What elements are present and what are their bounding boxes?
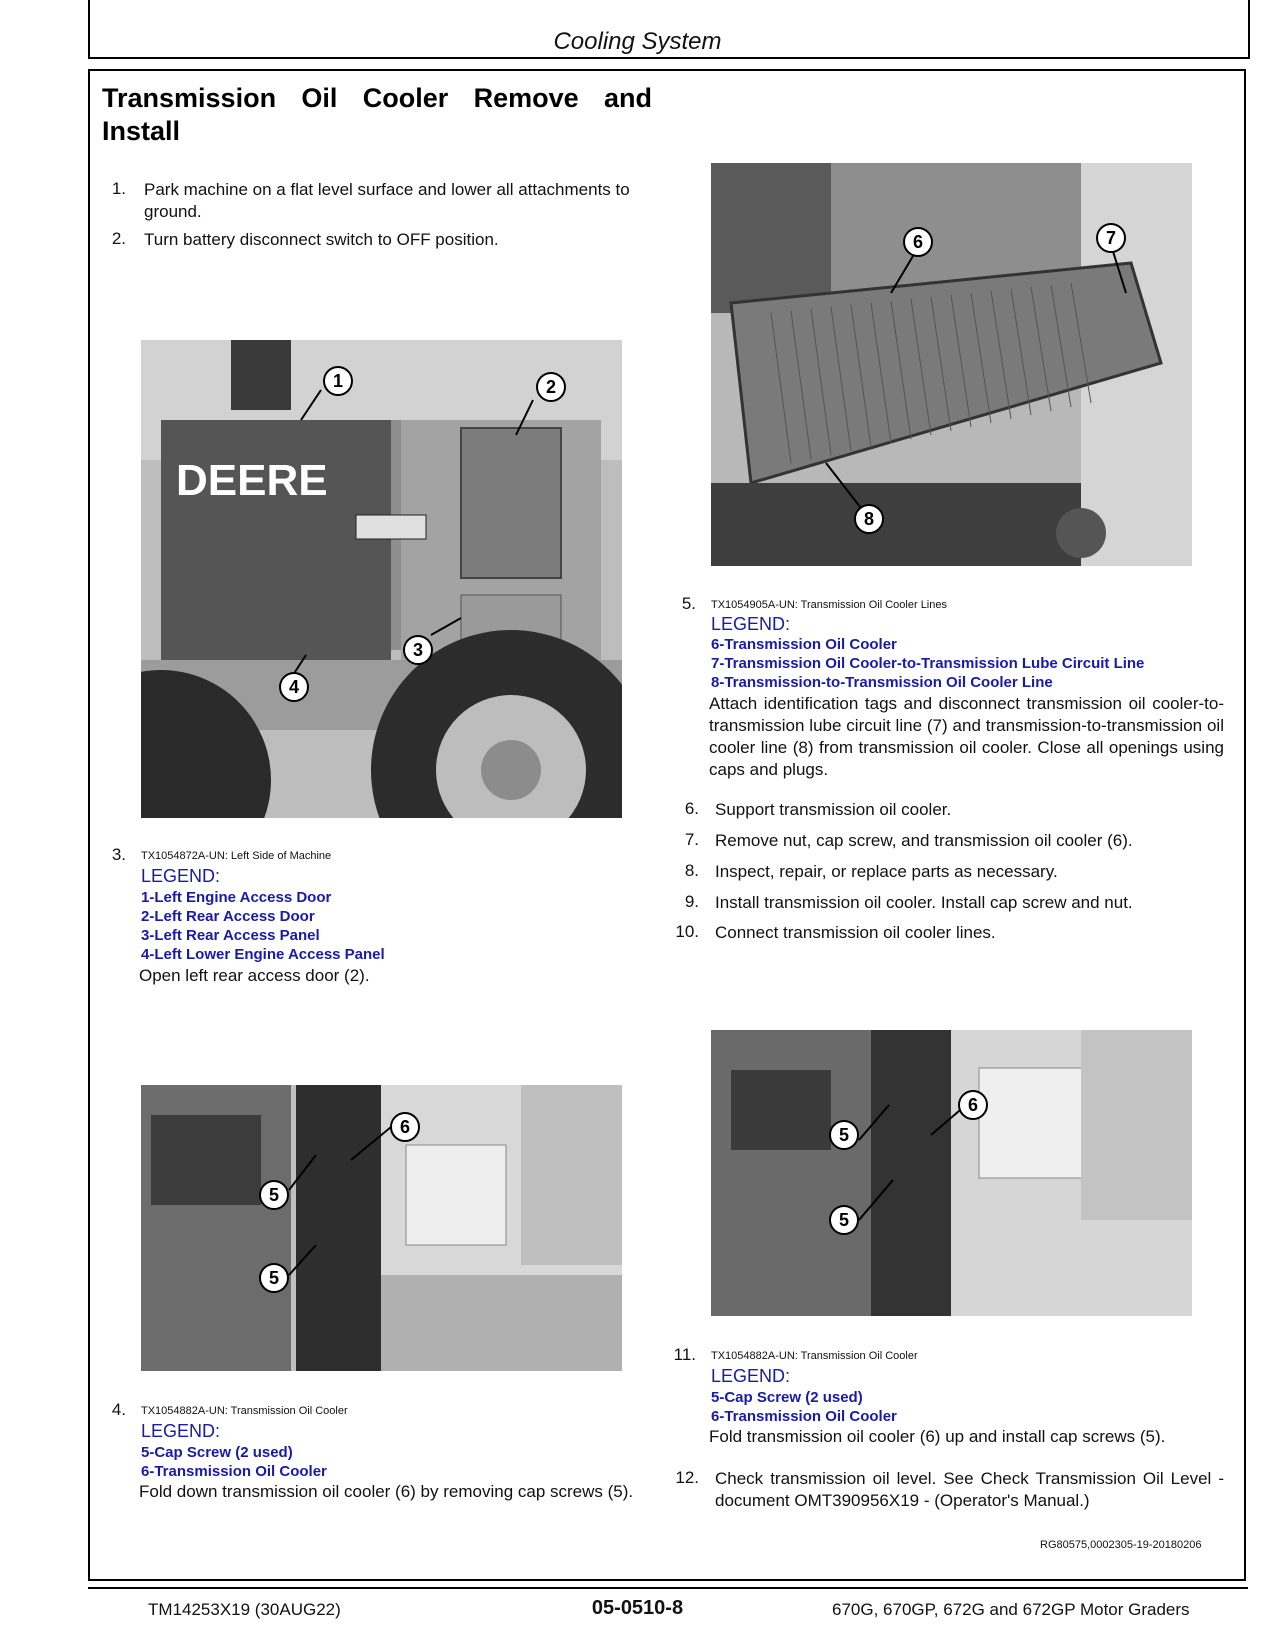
step-number: 12. bbox=[675, 1468, 699, 1487]
step-number: 3. bbox=[111, 845, 126, 864]
step-number: 6. bbox=[684, 799, 699, 818]
legend-item: 6-Transmission Oil Cooler bbox=[711, 1408, 897, 1425]
legend-item: 3-Left Rear Access Panel bbox=[141, 927, 320, 944]
legend-item: 8-Transmission-to-Transmission Oil Cooler Line bbox=[711, 674, 1053, 691]
footer-model-list: 670G, 670GP, 672G and 672GP Motor Graders bbox=[832, 1600, 1190, 1619]
callout-5: 5 bbox=[259, 1180, 289, 1210]
legend-item: 6-Transmission Oil Cooler bbox=[141, 1463, 327, 1480]
legend-title: LEGEND: bbox=[711, 614, 791, 634]
step-number: 11. bbox=[673, 1345, 696, 1364]
photo-transmission-oil-cooler-install bbox=[711, 1030, 1192, 1316]
step-number: 1. bbox=[111, 179, 126, 198]
photo-transmission-oil-cooler-lines bbox=[711, 163, 1192, 566]
callout-6: 6 bbox=[903, 227, 933, 257]
legend-title: LEGEND: bbox=[711, 1366, 791, 1386]
legend-item: 5-Cap Screw (2 used) bbox=[711, 1389, 863, 1406]
photo-transmission-oil-cooler bbox=[141, 1085, 622, 1371]
figure-caption: TX1054905A-UN: Transmission Oil Cooler Lines bbox=[711, 599, 947, 611]
figure-caption: TX1054882A-UN: Transmission Oil Cooler bbox=[711, 1350, 918, 1362]
legend-title: LEGEND: bbox=[141, 1421, 221, 1441]
page-title: Transmission Oil Cooler Remove and Install bbox=[102, 83, 652, 146]
step-text: Check transmission oil level. See Check Transmission Oil Level - document OMT390956X19 - (Operator's Manual.) bbox=[715, 1469, 1224, 1510]
legend-item: 4-Left Lower Engine Access Panel bbox=[141, 946, 385, 963]
callout-6: 6 bbox=[958, 1090, 988, 1120]
footer-page-number: 05-0510-8 bbox=[591, 1597, 684, 1619]
figure-caption: TX1054882A-UN: Transmission Oil Cooler bbox=[141, 1405, 348, 1417]
document-reference: RG80575,0002305-19-20180206 bbox=[1040, 1539, 1202, 1551]
step-text: Park machine on a flat level surface and lower all attachments to ground. bbox=[144, 180, 630, 221]
step-number: 2. bbox=[111, 229, 126, 248]
footer-manual-id: TM14253X19 (30AUG22) bbox=[148, 1600, 341, 1619]
legend-title: LEGEND: bbox=[141, 866, 221, 886]
section-title: Cooling System bbox=[553, 28, 722, 55]
callout-7: 7 bbox=[1096, 223, 1126, 253]
step-number: 4. bbox=[111, 1400, 126, 1419]
step-text: Support transmission oil cooler. bbox=[715, 800, 952, 819]
callout-1: 1 bbox=[323, 366, 353, 396]
footer-divider bbox=[88, 1587, 1248, 1589]
deere-logo-text: DEERE bbox=[176, 456, 328, 505]
step-text: Inspect, repair, or replace parts as necessary. bbox=[715, 862, 1058, 881]
legend-item: 5-Cap Screw (2 used) bbox=[141, 1444, 293, 1461]
step-text: Fold transmission oil cooler (6) up and install cap screws (5). bbox=[709, 1427, 1166, 1446]
step-text: Attach identification tags and disconnect transmission oil cooler-to-transmission lube circuit line (7) and transmission-to-transmission oil cooler line (8) from transmission oil cooler. Close all openings using caps and plugs. bbox=[709, 694, 1224, 779]
step-number: 5. bbox=[681, 594, 696, 613]
legend-item: 1-Left Engine Access Door bbox=[141, 889, 332, 906]
step-number: 7. bbox=[684, 830, 699, 849]
step-text: Open left rear access door (2). bbox=[139, 966, 370, 985]
figure-caption: TX1054872A-UN: Left Side of Machine bbox=[141, 850, 332, 862]
photo-left-side-of-machine bbox=[141, 340, 622, 818]
callout-2: 2 bbox=[536, 372, 566, 402]
callout-3: 3 bbox=[403, 635, 433, 665]
callout-6: 6 bbox=[390, 1112, 420, 1142]
callout-5b: 5 bbox=[259, 1263, 289, 1293]
callout-5b: 5 bbox=[829, 1205, 859, 1235]
callout-8: 8 bbox=[854, 504, 884, 534]
step-number: 9. bbox=[684, 892, 699, 911]
legend-item: 7-Transmission Oil Cooler-to-Transmission Lube Circuit Line bbox=[711, 655, 1145, 672]
step-text: Install transmission oil cooler. Install cap screw and nut. bbox=[715, 893, 1133, 912]
step-text: Fold down transmission oil cooler (6) by removing cap screws (5). bbox=[139, 1482, 634, 1501]
callout-4: 4 bbox=[279, 672, 309, 702]
legend-item: 6-Transmission Oil Cooler bbox=[711, 636, 897, 653]
callout-5: 5 bbox=[829, 1120, 859, 1150]
step-text: Turn battery disconnect switch to OFF position. bbox=[144, 230, 499, 249]
step-number: 8. bbox=[684, 861, 699, 880]
step-number: 10. bbox=[675, 922, 699, 941]
step-text: Remove nut, cap screw, and transmission oil cooler (6). bbox=[715, 831, 1133, 850]
legend-item: 2-Left Rear Access Door bbox=[141, 908, 315, 925]
step-text: Connect transmission oil cooler lines. bbox=[715, 923, 996, 942]
